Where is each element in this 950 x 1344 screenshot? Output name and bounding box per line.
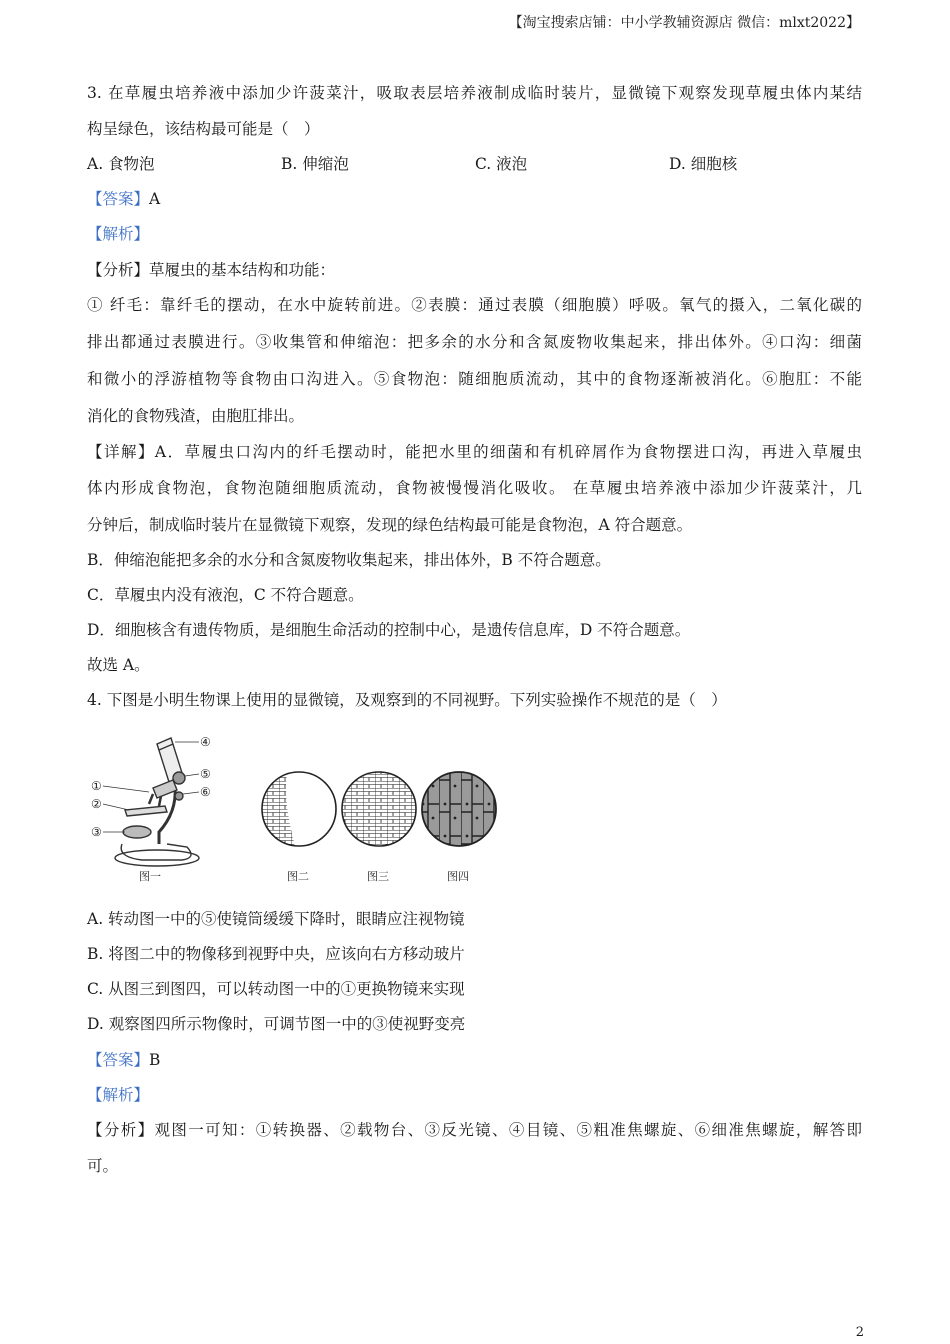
answer-value: A (149, 190, 161, 208)
answer-value: B (149, 1051, 161, 1069)
q4-stem: 4. 下图是小明生物课上使用的显微镜，及观察到的不同视野。下列实验操作不规范的是（ ） (87, 691, 727, 709)
callout-2: ② (91, 797, 102, 811)
q3-options (87, 153, 862, 175)
caption-fig4: 图四 (447, 870, 469, 883)
q3-stem-line2: 构呈绿色，该结构最可能是（ ） (87, 120, 320, 138)
q3-conclusion: 故选 A。 (87, 656, 150, 674)
answer-tag: 【答案】 (87, 190, 150, 208)
fenxi-text: 观图一可知：①转换器、②载物台、③反光镜、④目镜、⑤粗准焦螺旋、⑥细准焦螺旋，解答即 (154, 1121, 862, 1139)
q3-stem-line1: 3. 在草履虫培养液中添加少许菠菜汁，吸取表层培养液制成临时装片，显微镜下观察发现草履虫体内某结 (87, 84, 862, 102)
page-header: 【淘宝搜索店铺：中小学教辅资源店 微信：mlxt2022】 (508, 15, 860, 31)
analysis-tag: 【解析】 (87, 1086, 150, 1104)
q4-fenxi-line2: 可。 (87, 1157, 119, 1175)
caption-fig3: 图三 (367, 870, 389, 883)
microscope-figure-svg (87, 732, 507, 892)
caption-fig2: 图二 (287, 870, 309, 883)
microscope-figure (87, 732, 507, 892)
callout-4: ④ (200, 735, 211, 749)
page-number: 2 (855, 1325, 864, 1340)
fenxi-tag: 【分析】 (87, 1121, 155, 1139)
detail-tag: 【详解】 (87, 443, 155, 461)
q3-detail-d: D．细胞核含有遗传物质，是细胞生命活动的控制中心，是遗传信息库，D 不符合题意。 (87, 621, 691, 639)
q4-fenxi-line1 (87, 1119, 862, 1141)
callout-5: ⑤ (200, 767, 211, 781)
analysis-tag: 【解析】 (87, 225, 150, 243)
q4-answer (87, 1049, 862, 1071)
view-2 (262, 772, 336, 846)
q4-option-c: C. 从图三到图四，可以转动图一中的①更换物镜来实现 (87, 980, 465, 998)
q3-option-c: C. 液泡 (475, 155, 528, 173)
q3-option-a: A. 食物泡 (87, 155, 155, 173)
q3-analysis-tag (87, 223, 862, 245)
callout-6: ⑥ (200, 785, 211, 799)
answer-tag: 【答案】 (87, 1051, 150, 1069)
q3-fenxi-line2: 排出都通过表膜进行。③收集管和伸缩泡：把多余的水分和含氮废物收集起来，排出体外。④口沟：细菌 (87, 333, 862, 351)
caption-fig1: 图一 (139, 870, 161, 883)
q3-answer (87, 188, 862, 210)
callout-1: ① (91, 779, 102, 793)
q3-option-d: D. 细胞核 (669, 155, 738, 173)
q3-fenxi-line1: ① 纤毛：靠纤毛的摆动，在水中旋转前进。②表膜：通过表膜（细胞膜）呼吸。氧气的摄入，二氧化碳的 (87, 296, 862, 314)
view-4 (422, 772, 496, 846)
callout-3: ③ (91, 825, 102, 839)
q3-fenxi (87, 259, 862, 281)
q3-detail-c: C．草履虫内没有液泡，C 不符合题意。 (87, 586, 364, 604)
q3-option-b: B. 伸缩泡 (281, 155, 349, 173)
q4-option-a: A. 转动图一中的⑤使镜筒缓缓下降时，眼睛应注视物镜 (87, 910, 465, 928)
q3-detail-line2: 体内形成食物泡，食物泡随细胞质流动，食物被慢慢消化吸收。 在草履虫培养液中添加少许菠菜汁，几 (87, 479, 862, 497)
detail-text: A．草履虫口沟内的纤毛摆动时，能把水里的细菌和有机碎屑作为食物摆进口沟，再进入草履虫 (154, 443, 862, 461)
q3-detail-b: B．伸缩泡能把多余的水分和含氮废物收集起来，排出体外，B 不符合题意。 (87, 551, 611, 569)
microscope-drawing (103, 738, 199, 866)
fenxi-text: 草履虫的基本结构和功能： (149, 261, 336, 279)
q3-detail-line1 (87, 441, 862, 463)
q4-option-d: D. 观察图四所示物像时，可调节图一中的③使视野变亮 (87, 1015, 466, 1033)
q3-fenxi-line3: 和微小的浮游植物等食物由口沟进入。⑤食物泡：随细胞质流动，其中的食物逐渐被消化。⑥胞肛：不能 (87, 370, 862, 388)
view-3 (342, 772, 416, 846)
fenxi-tag: 【分析】 (87, 261, 150, 279)
q4-option-b: B. 将图二中的物像移到视野中央，应该向右方移动玻片 (87, 945, 465, 963)
q3-fenxi-line4: 消化的食物残渣，由胞肛排出。 (87, 407, 305, 425)
q4-analysis-tag (87, 1084, 862, 1106)
q3-detail-line3: 分钟后，制成临时装片在显微镜下观察，发现的绿色结构最可能是食物泡，A 符合题意。 (87, 516, 693, 534)
